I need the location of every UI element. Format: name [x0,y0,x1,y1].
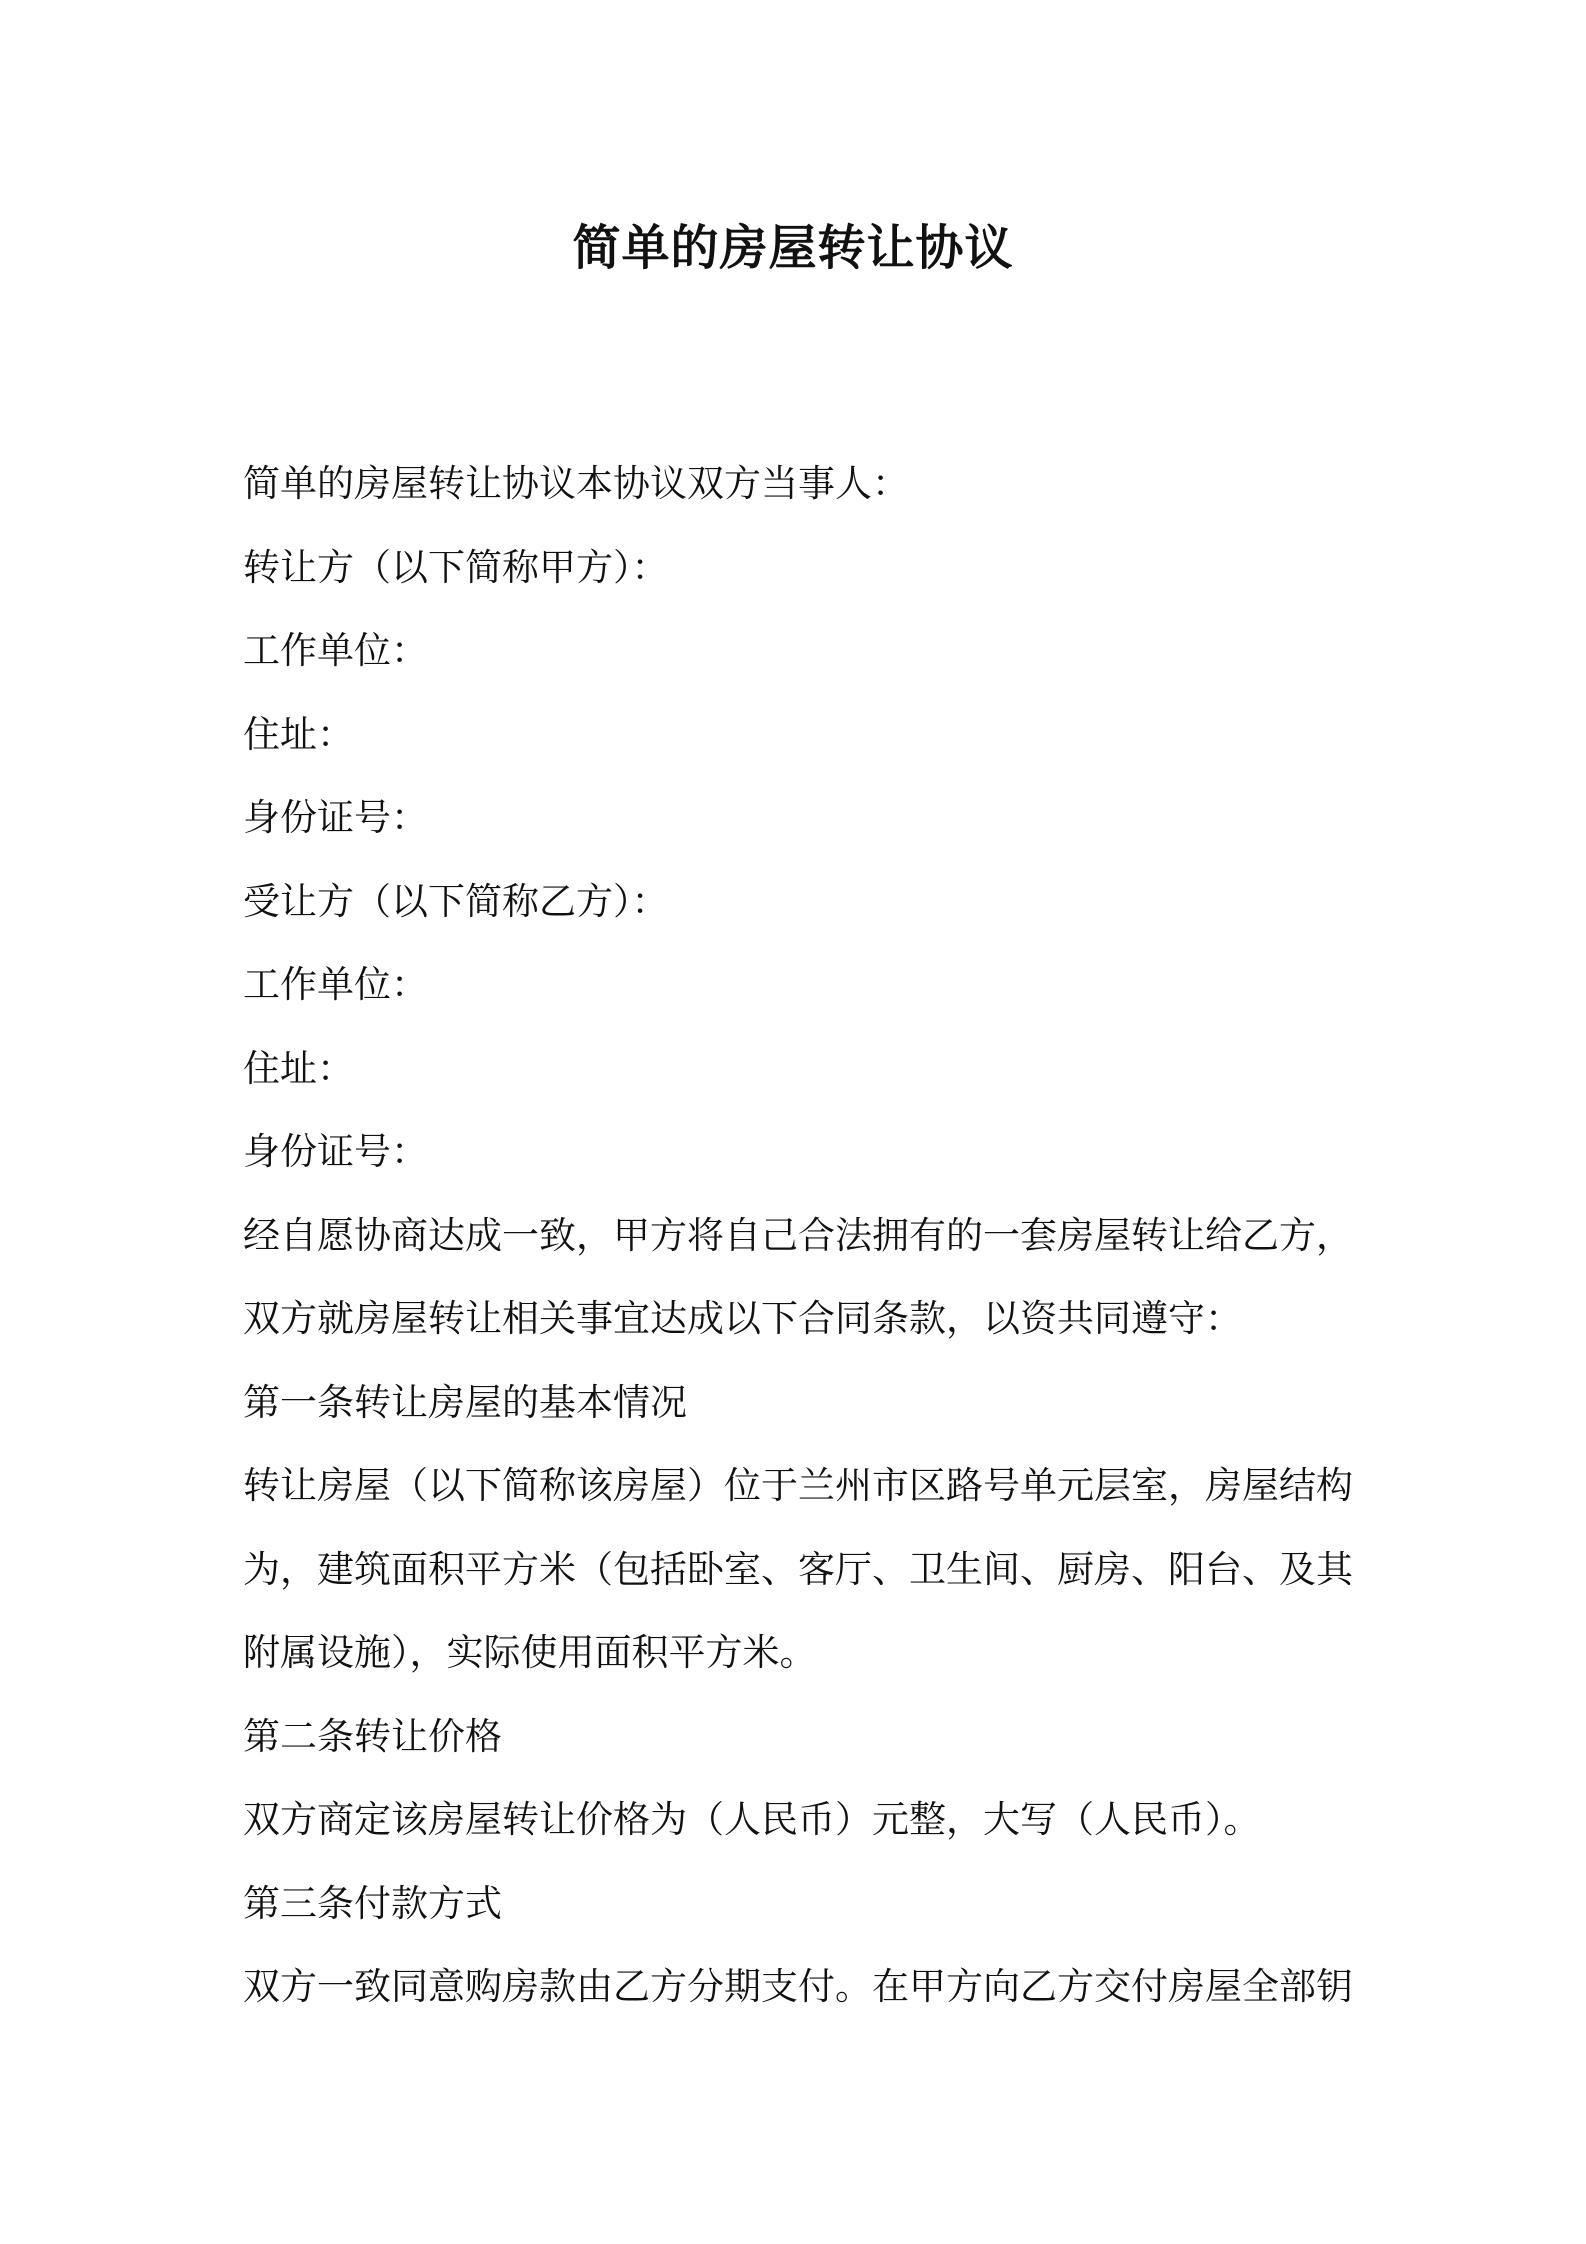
party-a-label: 转让方（以下简称甲方）： [243,545,669,589]
document-title: 简单的房屋转让协议 [572,220,1014,276]
party-a-id-number: 身份证号： [243,796,428,839]
article-3-text-line-1: 双方一致同意购房款由乙方分期支付。在甲方向乙方交付房屋全部钥 [243,1965,1353,2008]
article-1-text-line-3: 附属设施），实际使用面积平方米。 [243,1631,817,1674]
article-1-heading: 第一条转让房屋的基本情况 [243,1380,687,1424]
party-a-address: 住址： [243,712,354,756]
agreement-statement-line-2: 双方就房屋转让相关事宜达成以下合同条款，以资共同遵守： [243,1297,1242,1340]
party-a-workplace: 工作单位： [243,629,428,672]
party-b-id-number: 身份证号： [243,1130,428,1173]
agreement-statement-line-1: 经自愿协商达成一致，甲方将自己合法拥有的一套房屋转让给乙方， [243,1213,1353,1257]
intro-line: 简单的房屋转让协议本协议双方当事人： [243,462,909,505]
article-1-text-line-2: 为，建筑面积平方米（包括卧室、客厅、卫生间、厨房、阳台、及其 [243,1547,1353,1591]
document-body [243,442,1353,2029]
party-b-label: 受让方（以下简称乙方）： [243,879,669,923]
article-3-heading: 第三条付款方式 [243,1881,502,1925]
article-1-text-line-1: 转让房屋（以下简称该房屋）位于兰州市区路号单元层室，房屋结构 [243,1464,1353,1507]
article-2-heading: 第二条转让价格 [243,1714,502,1758]
party-b-address: 住址： [243,1046,354,1090]
party-b-workplace: 工作单位： [243,963,428,1006]
article-2-text: 双方商定该房屋转让价格为（人民币）元整，大写（人民币）。 [243,1798,1261,1841]
